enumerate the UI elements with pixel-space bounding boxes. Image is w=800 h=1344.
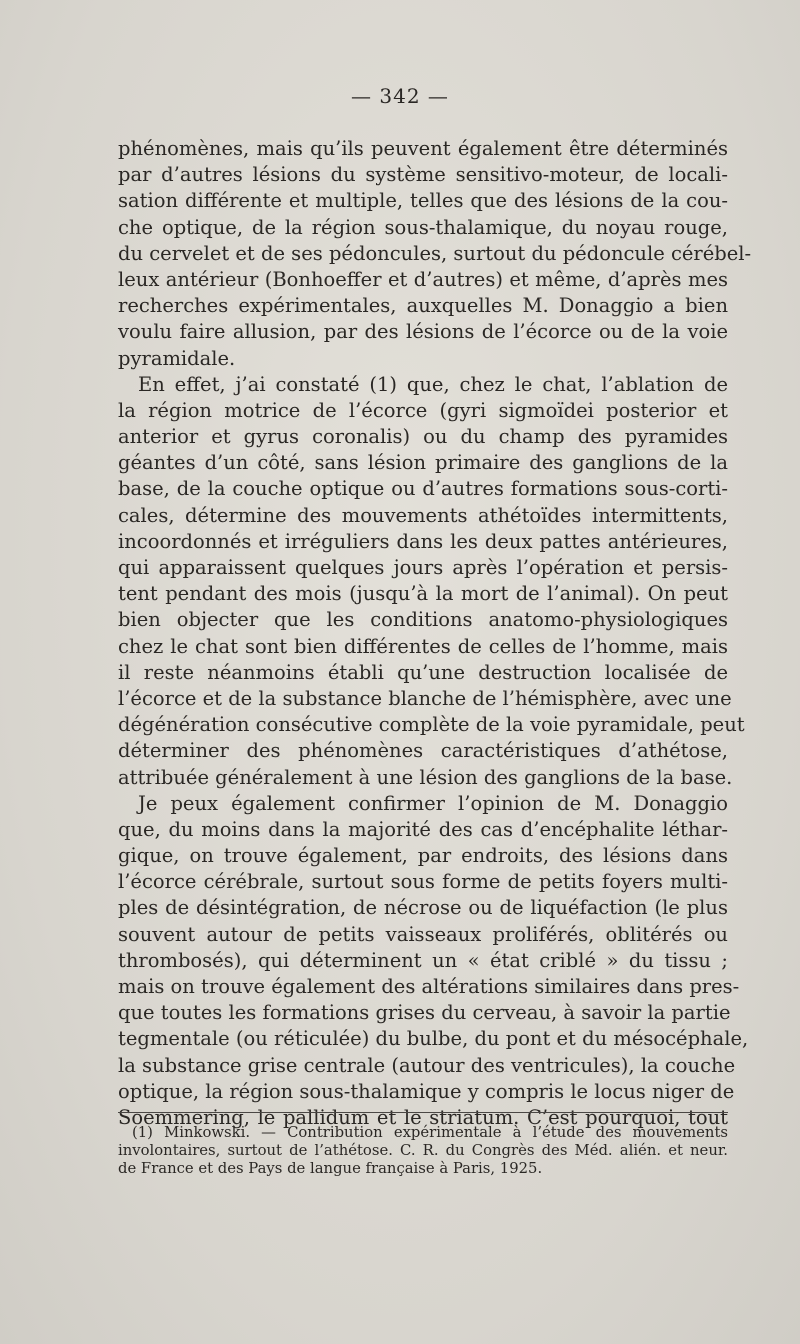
text-line: que, du moins dans la majorité des cas d’encéphalite léthar- [118, 817, 728, 841]
text-line: dégénération consécutive complète de la voie pyramidale, peut [118, 713, 745, 737]
main-text [118, 136, 752, 1131]
text-line: que toutes les formations grises du cerveau, à savoir la partie [118, 1001, 731, 1025]
text-line: recherches expérimentales, auxquelles M. Donaggio a bien [118, 294, 728, 318]
text-line: Soemmering, le pallidum et le striatum. C’est pourquoi, tout [118, 1105, 728, 1129]
footnote [118, 1124, 728, 1178]
text-line: géantes d’un côté, sans lésion primaire des ganglions de la [118, 451, 728, 475]
text-line: optique, la région sous-thalamique y compris le locus niger de [118, 1079, 735, 1103]
footnote-divider [118, 1112, 728, 1113]
text-line: la région motrice de l’écorce (gyri sigmoïdei posterior et [118, 398, 728, 422]
text-line: phénomènes, mais qu’ils peuvent également être déterminés [118, 137, 728, 160]
text-line: base, de la couche optique ou d’autres formations sous-corti- [118, 477, 728, 501]
text-line: En effet, j’ai constaté (1) que, chez le chat, l’ablation de [138, 372, 728, 396]
text-line: gique, on trouve également, par endroits, des lésions dans [118, 844, 728, 868]
text-line: du cervelet et de ses pédoncules, surtout du pédoncule cérébel- [118, 241, 752, 265]
text-line: pyramidale. [118, 346, 236, 370]
text-line: voulu faire allusion, par des lésions de l’écorce ou de la voie [118, 320, 728, 344]
text-line: thrombosés), qui déterminent un « état criblé » du tissu ; [118, 948, 728, 972]
text-line: la substance grise centrale (autour des ventricules), la couche [118, 1053, 736, 1077]
text-line: bien objecter que les conditions anatomo-physiologiques [118, 608, 728, 632]
text-line: souvent autour de petits vaisseaux proliférés, oblitérés ou [118, 922, 728, 946]
text-line: ples de désintégration, de nécrose ou de liquéfaction (le plus [118, 896, 728, 920]
text-line: il reste néanmoins établi qu’une destruction localisée de [118, 660, 728, 684]
text-line: déterminer des phénomènes caractéristiques d’athétose, [118, 739, 728, 763]
footnote-line: (1) Minkowski. — Contribution expérimentale à l’étude des mouvements [132, 1124, 728, 1141]
text-line: Je peux également confirmer l’opinion de M. Donaggio [138, 791, 728, 815]
text-line: tegmentale (ou réticulée) du bulbe, du pont et du mésocéphale, [118, 1027, 749, 1051]
page-number: — 342 — [351, 84, 449, 108]
text-line: attribuée généralement à une lésion des ganglions de la base. [118, 765, 733, 789]
text-line: leux antérieur (Bonhoeffer et d’autres) et même, d’après mes [118, 267, 728, 291]
text-line: mais on trouve également des altérations similaires dans pres- [118, 975, 740, 998]
footnote-line: de France et des Pays de langue française à Paris, 1925. [118, 1160, 543, 1177]
footnote-line: involontaires, surtout de l’athétose. C. R. du Congrès des Méd. alién. et neur. [118, 1142, 728, 1159]
text-line: chez le chat sont bien différentes de celles de l’homme, mais [118, 634, 728, 658]
text-line: tent pendant des mois (jusqu’à la mort de l’animal). On peut [118, 582, 728, 606]
text-line: l’écorce et de la substance blanche de l’hémisphère, avec une [118, 686, 732, 710]
text-line: par d’autres lésions du système sensitivo-moteur, de locali- [118, 163, 728, 187]
text-line: l’écorce cérébrale, surtout sous forme de petits foyers multi- [118, 870, 728, 894]
text-line: sation différente et multiple, telles que des lésions de la cou- [118, 189, 728, 213]
text-line: che optique, de la région sous-thalamique, du noyau rouge, [118, 215, 728, 239]
text-line: cales, détermine des mouvements athétoïdes intermittents, [118, 503, 728, 527]
text-line: anterior et gyrus coronalis) ou du champ des pyramides [118, 425, 728, 449]
text-line: incoordonnés et irréguliers dans les deux pattes antérieures, [118, 529, 728, 553]
text-line: qui apparaissent quelques jours après l’opération et persis- [118, 556, 728, 579]
